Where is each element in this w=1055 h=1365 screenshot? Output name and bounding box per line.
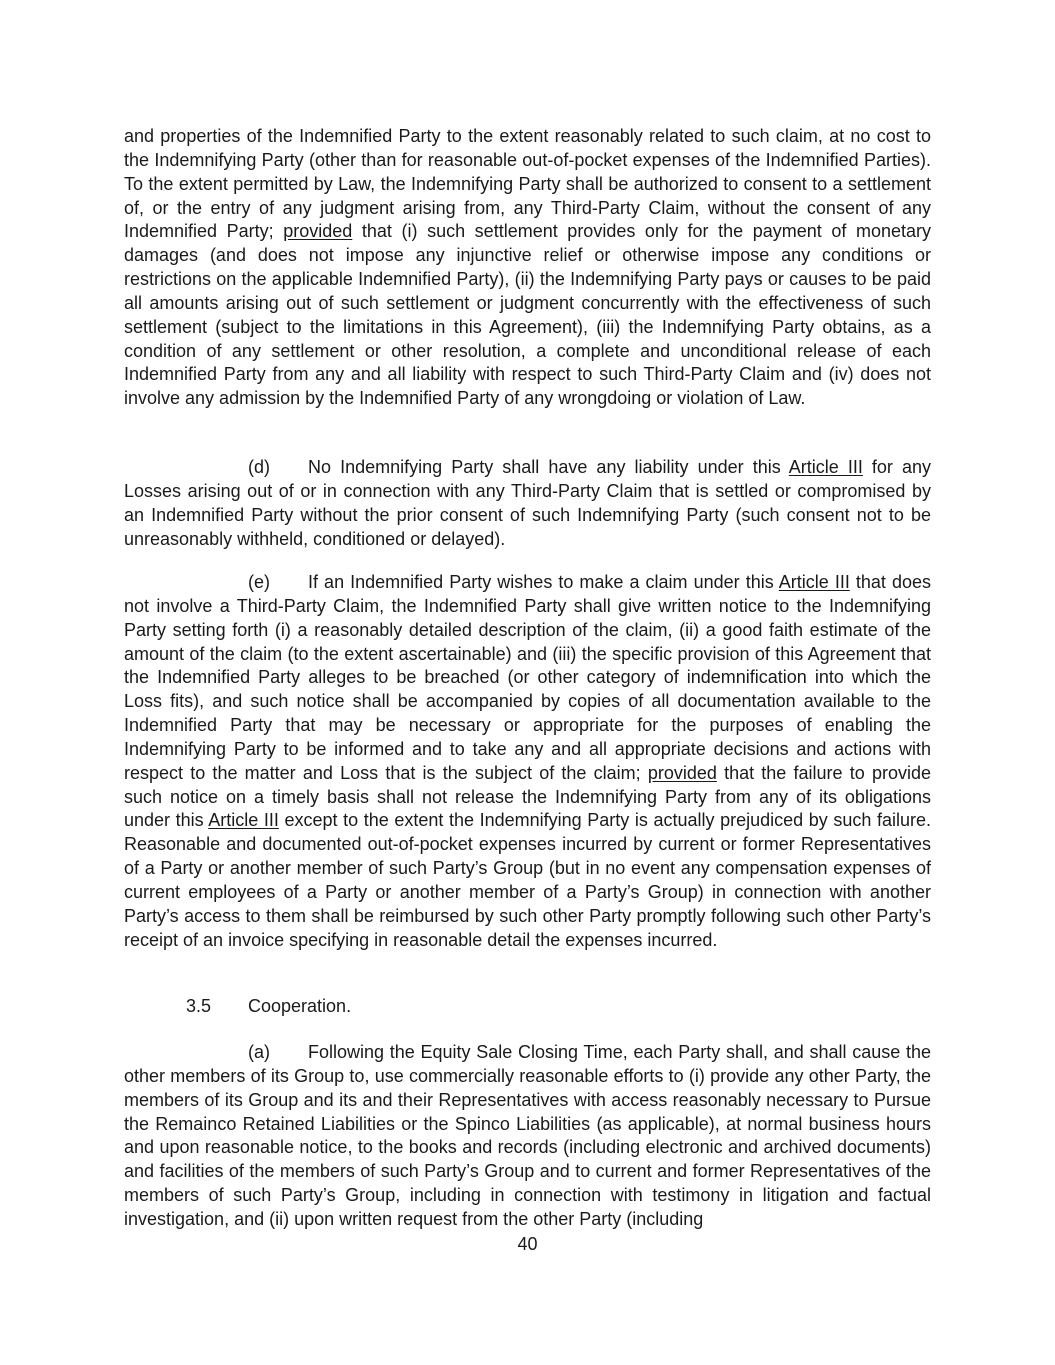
- article-iii-reference: Article III: [788, 457, 863, 477]
- paragraph-a: [124, 1041, 931, 1232]
- paragraph-d: [124, 456, 931, 551]
- paragraph-text: No Indemnifying Party shall have any liability under this: [308, 457, 789, 477]
- article-iii-reference: Article III: [778, 572, 850, 592]
- paragraph-text: that the failure to provide such notice on a timely basis shall not release the Indemnifying Party from any of its obligations under this: [124, 762, 931, 831]
- provided-term: provided: [647, 762, 717, 783]
- section-number: 3.5: [186, 996, 212, 1016]
- paragraph-text: that (i) such settlement provides only for the payment of monetary damages (and does not impose any injunctive relief or otherwise impose any conditions or restrictions on the applicable Indemnified Party), (ii) the Indemnifying Party pays or causes to be paid all amounts arising out of such settlement or judgment concurrently with the effectiveness of such settlement (subject to the limitations in this Agreement), (iii) the Indemnifying Party obtains, as a condition of any settlement or other resolution, a complete and unconditional release of each Indemnified Party from any and all liability with respect to such Third-Party Claim and (iv) does not involve any admission by the Indemnified Party of any wrongdoing or violation of Law.: [124, 221, 931, 409]
- paragraph-e: [124, 571, 931, 953]
- paragraph-text: that does not involve a Third-Party Claim, the Indemnified Party shall give written notice to the Indemnifying Party setting forth (i) a reasonably detailed description of the claim, (ii) a good faith estimate of the amount of the claim (to the extent ascertainable) and (iii) the specific provision of this Agreement that the Indemnified Party alleges to be breached (or other category of indemnification into which the Loss fits), and such notice shall be accompanied by copies of all documentation available to the Indemnified Party that may be necessary or appropriate for the purposes of enabling the Indemnifying Party to be informed and to take any and all appropriate decisions and actions with respect to the matter and Loss that is the subject of the claim;: [124, 572, 931, 783]
- paragraph-label: (a): [248, 1042, 270, 1062]
- paragraph-label: (e): [248, 572, 270, 592]
- paragraph-text: except to the extent the Indemnifying Party is actually prejudiced by such failure. Reasonable and documented out-of-pocket expenses incurred by current or former Representatives of a Party or another member of such Party’s Group (but in no event any compensation expenses of current employees of a Party or another member of a Party’s Group) in connection with another Party’s access to them shall be reimbursed by such other Party promptly following such other Party’s receipt of an invoice specifying in reasonable detail the expenses incurred.: [124, 810, 932, 950]
- provided-term: provided: [283, 221, 353, 242]
- paragraph-text: and properties of the Indemnified Party to the extent reasonably related to such claim, at no cost to the Indemnifying Party (other than for reasonable out-of-pocket expenses of the Indemnified Parties). To the extent permitted by Law, the Indemnifying Party shall be authorized to consent to a settlement of, or the entry of any judgment arising from, any Third-Party Claim, without the consent of any Indemnified Party;: [124, 126, 931, 242]
- paragraph-text: for any Losses arising out of or in connection with any Third-Party Claim that is settled or compromised by an Indemnified Party without the prior consent of such Indemnifying Party (such consent not to be unreasonably withheld, conditioned or delayed).: [124, 457, 932, 549]
- page-number: 40: [517, 1234, 538, 1254]
- paragraph-label: (d): [248, 457, 270, 477]
- article-iii-reference: Article III: [208, 810, 279, 831]
- paragraph-text: If an Indemnified Party wishes to make a claim under this: [308, 572, 779, 592]
- section-heading: [186, 995, 351, 1019]
- paragraph-text: Following the Equity Sale Closing Time, each Party shall, and shall cause the other members of its Group to, use commercially reasonable efforts to (i) provide any other Party, the members of its Group and its and their Representatives with access reasonably necessary to Pursue the Remainco Retained Liabilities or the Spinco Liabilities (as applicable), at normal business hours and upon reasonable notice, to the books and records (including electronic and archived documents) and facilities of the members of such Party’s Group and to current and former Representatives of the members of such Party’s Group, including in connection with testimony in litigation and factual investigation, and (ii) upon written request from the other Party (including: [124, 1042, 931, 1229]
- paragraph-continuation: [124, 125, 931, 411]
- section-title: Cooperation.: [248, 996, 352, 1016]
